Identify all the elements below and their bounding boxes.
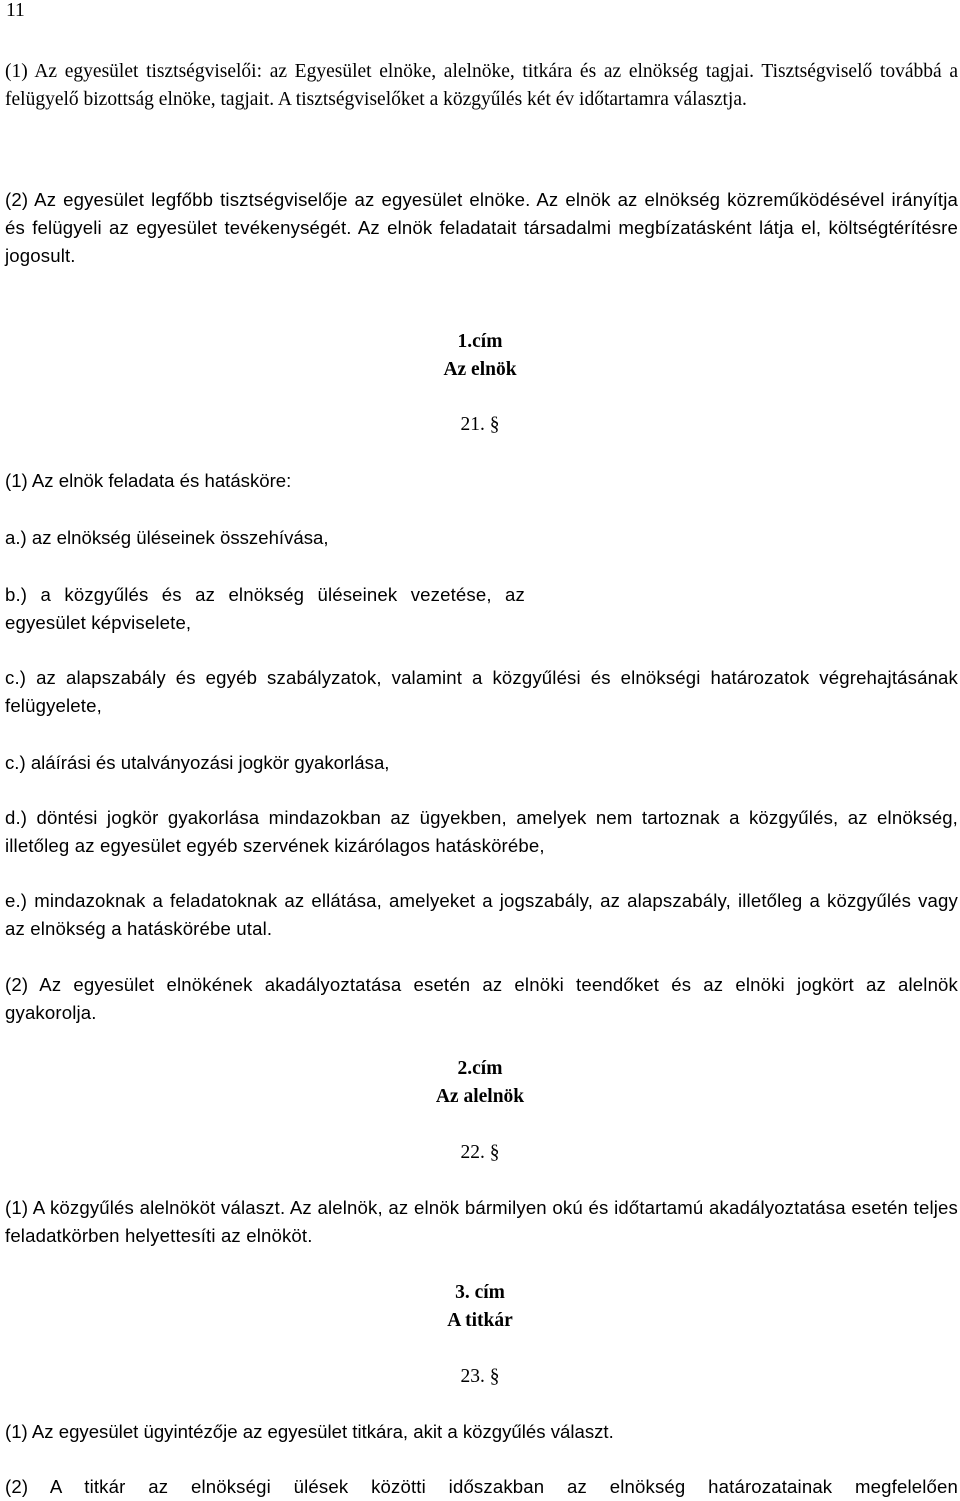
duty-item-d: d.) döntési jogkör gyakorlása mindazokban az ügyekben, amelyek nem tartoznak a közgyűlés, az elnökség, illetőleg az egyesület egyéb szervének kizárólagos hatáskörébe, (5, 807, 958, 856)
intro-paragraph-1: (1) Az egyesület tisztségviselői: az Egyesület elnöke, alelnöke, titkára és az elnökség tagjai. Tisztségviselő továbbá a felügyelő bizottság elnöke, tagjait. A tisztségviselőket a közgyűlés két év időtartamra választja. (5, 61, 958, 110)
section-22-paragraph-mark: 22. § (460, 1142, 500, 1163)
chapter-3-number: 3. cím (455, 1282, 505, 1303)
chairman-substitution: (2) Az egyesület elnökének akadályoztatása esetén az elnöki teendőket és az elnöki jogkört az alelnök gyakorolja. (5, 974, 958, 1023)
chapter-3-title: A titkár (447, 1310, 513, 1331)
chapter-2-title: Az alelnök (435, 1086, 525, 1107)
vice-chairman-paragraph: (1) A közgyűlés alelnököt választ. Az alelnök, az elnök bármilyen okú és időtartamú akadályoztatása esetén teljes feladatkörben helyettesíti az elnököt. (5, 1197, 958, 1246)
duty-item-e: e.) mindazoknak a feladatoknak az ellátása, amelyeket a jogszabály, az alapszabály, illetőleg a közgyűlés vagy az elnökség a hatáskörébe utal. (5, 890, 958, 939)
chapter-1-number: 1.cím (457, 331, 503, 352)
secretary-paragraph-1: (1) Az egyesület ügyintézője az egyesület titkára, akit a közgyűlés választ. (5, 1421, 614, 1442)
duty-item-a: a.) az elnökség üléseinek összehívása, (5, 527, 329, 548)
intro-paragraph-2: (2) Az egyesület legfőbb tisztségviselője az egyesület elnöke. Az elnök az elnökség közreműködésével irányítja és felügyeli az egyesület tevékenységét. Az elnök feladatait társadalmi megbízatásként látja el, költségtérítésre jogosult. (5, 189, 958, 266)
secretary-paragraph-2: (2) A titkár az elnökségi ülések közötti időszakban az elnökség határozatainak megfelelően (5, 1476, 958, 1497)
duty-item-b: b.) a közgyűlés és az elnökség üléseinek vezetése, az egyesület képviselete, (5, 584, 525, 633)
page-number: 11 (6, 0, 25, 21)
duty-item-c2: c.) aláírási és utalványozási jogkör gyakorlása, (5, 752, 390, 773)
section-23-paragraph-mark: 23. § (460, 1366, 500, 1387)
chairman-duties-intro: (1) Az elnök feladata és hatásköre: (5, 470, 292, 491)
section-21-paragraph-mark: 21. § (460, 414, 500, 435)
duty-item-c1: c.) az alapszabály és egyéb szabályzatok, valamint a közgyűlési és elnökségi határozatok végrehajtásának felügyelete, (5, 667, 958, 716)
chapter-2-number: 2.cím (457, 1058, 503, 1079)
chapter-1-title: Az elnök (443, 359, 517, 380)
